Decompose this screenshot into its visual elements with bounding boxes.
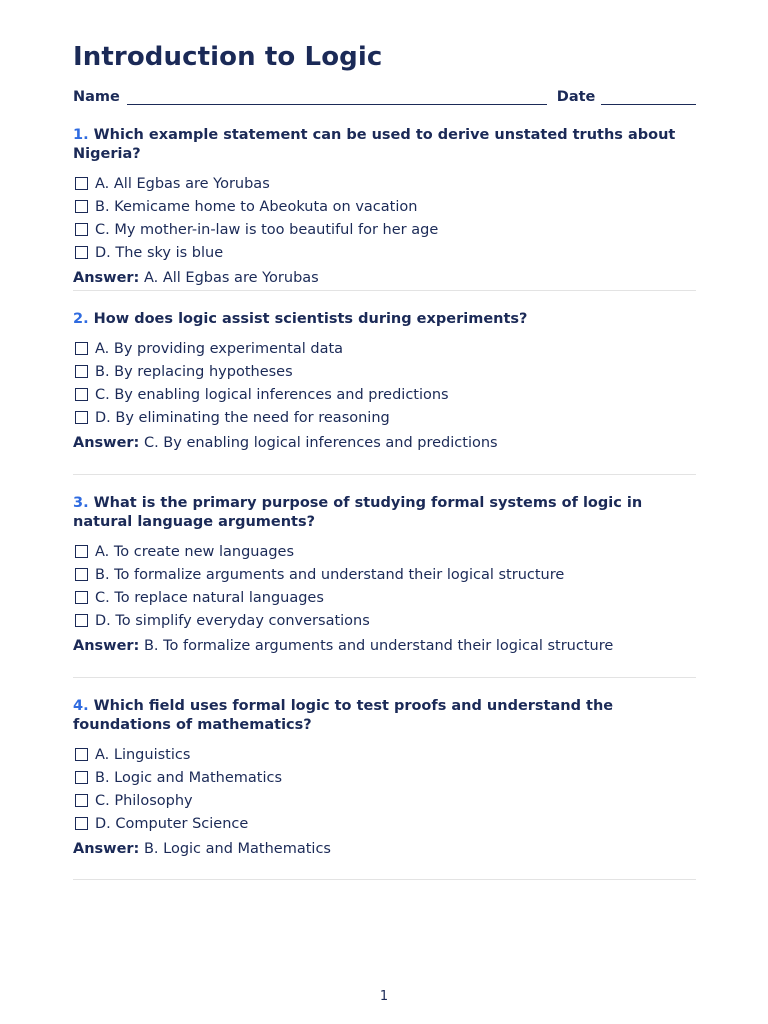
question-number: 2. — [73, 311, 89, 327]
date-field-line[interactable] — [601, 88, 696, 105]
checkbox[interactable] — [75, 748, 88, 761]
checkbox[interactable] — [75, 365, 88, 378]
checkbox[interactable] — [75, 246, 88, 259]
name-label: Name — [73, 89, 120, 105]
question-title — [73, 494, 696, 532]
option-label: A. All Egbas are Yorubas — [95, 175, 270, 192]
option-label: A. By providing experimental data — [95, 340, 344, 357]
divider — [73, 677, 696, 678]
option-label: A. To create new languages — [95, 543, 295, 560]
checkbox[interactable] — [75, 411, 88, 424]
checkbox[interactable] — [75, 342, 88, 355]
option-label: C. Philosophy — [95, 792, 193, 809]
page-number: 1 — [379, 989, 389, 1004]
question-number: 3. — [73, 495, 89, 511]
option-a[interactable] — [73, 172, 696, 195]
answer-line — [73, 637, 696, 656]
question-text: How does logic assist scientists during experiments? — [93, 311, 528, 327]
question-number: 4. — [73, 698, 89, 714]
options-list — [73, 337, 696, 429]
divider — [73, 474, 696, 475]
option-label: B. Logic and Mathematics — [95, 769, 283, 786]
answer-line — [73, 840, 696, 859]
options-list — [73, 540, 696, 632]
checkbox[interactable] — [75, 817, 88, 830]
option-a[interactable] — [73, 743, 696, 766]
options-list — [73, 743, 696, 835]
option-label: B. To formalize arguments and understand their logical structure — [95, 566, 565, 583]
checkbox[interactable] — [75, 223, 88, 236]
checkbox[interactable] — [75, 794, 88, 807]
option-label: C. By enabling logical inferences and predictions — [95, 386, 449, 403]
question-text: Which field uses formal logic to test proofs and understand the foundations of mathematics? — [73, 698, 614, 733]
question-title — [73, 310, 696, 329]
option-b[interactable] — [73, 563, 696, 586]
option-label: C. My mother-in-law is too beautiful for her age — [95, 221, 439, 238]
checkbox[interactable] — [75, 177, 88, 190]
checkbox[interactable] — [75, 568, 88, 581]
option-d[interactable] — [73, 812, 696, 835]
option-label: D. The sky is blue — [95, 244, 224, 261]
question-1 — [73, 126, 696, 288]
option-label: C. To replace natural languages — [95, 589, 324, 606]
answer-label: Answer: — [73, 435, 140, 451]
page-title: Introduction to Logic — [73, 42, 383, 72]
name-date-row — [73, 88, 696, 105]
option-label: B. Kemicame home to Abeokuta on vacation — [95, 198, 418, 215]
option-label: D. By eliminating the need for reasoning — [95, 409, 390, 426]
option-d[interactable] — [73, 406, 696, 429]
question-title — [73, 126, 696, 164]
checkbox[interactable] — [75, 388, 88, 401]
checkbox[interactable] — [75, 591, 88, 604]
checkbox[interactable] — [75, 545, 88, 558]
option-label: D. Computer Science — [95, 815, 249, 832]
question-number: 1. — [73, 127, 89, 143]
option-a[interactable] — [73, 540, 696, 563]
answer-text: B. To formalize arguments and understand their logical structure — [143, 638, 614, 654]
option-c[interactable] — [73, 383, 696, 406]
option-d[interactable] — [73, 609, 696, 632]
answer-label: Answer: — [73, 638, 140, 654]
answer-line — [73, 269, 696, 288]
answer-text: C. By enabling logical inferences and predictions — [143, 435, 498, 451]
question-text: Which example statement can be used to derive unstated truths about Nigeria? — [73, 127, 676, 162]
answer-label: Answer: — [73, 841, 140, 857]
answer-label: Answer: — [73, 270, 140, 286]
option-c[interactable] — [73, 586, 696, 609]
option-c[interactable] — [73, 789, 696, 812]
checkbox[interactable] — [75, 200, 88, 213]
option-a[interactable] — [73, 337, 696, 360]
options-list — [73, 172, 696, 264]
question-title — [73, 697, 696, 735]
answer-text: A. All Egbas are Yorubas — [143, 270, 319, 286]
option-b[interactable] — [73, 360, 696, 383]
question-4 — [73, 697, 696, 859]
option-b[interactable] — [73, 195, 696, 218]
option-b[interactable] — [73, 766, 696, 789]
divider — [73, 879, 696, 880]
option-d[interactable] — [73, 241, 696, 264]
date-label: Date — [556, 89, 596, 105]
question-3 — [73, 494, 696, 656]
answer-line — [73, 434, 696, 453]
question-2 — [73, 310, 696, 453]
name-field-line[interactable] — [127, 88, 547, 105]
option-label: A. Linguistics — [95, 746, 191, 763]
checkbox[interactable] — [75, 771, 88, 784]
option-label: B. By replacing hypotheses — [95, 363, 293, 380]
option-label: D. To simplify everyday conversations — [95, 612, 370, 629]
question-text: What is the primary purpose of studying formal systems of logic in natural language arguments? — [73, 495, 643, 530]
answer-text: B. Logic and Mathematics — [143, 841, 331, 857]
divider — [73, 290, 696, 291]
checkbox[interactable] — [75, 614, 88, 627]
option-c[interactable] — [73, 218, 696, 241]
